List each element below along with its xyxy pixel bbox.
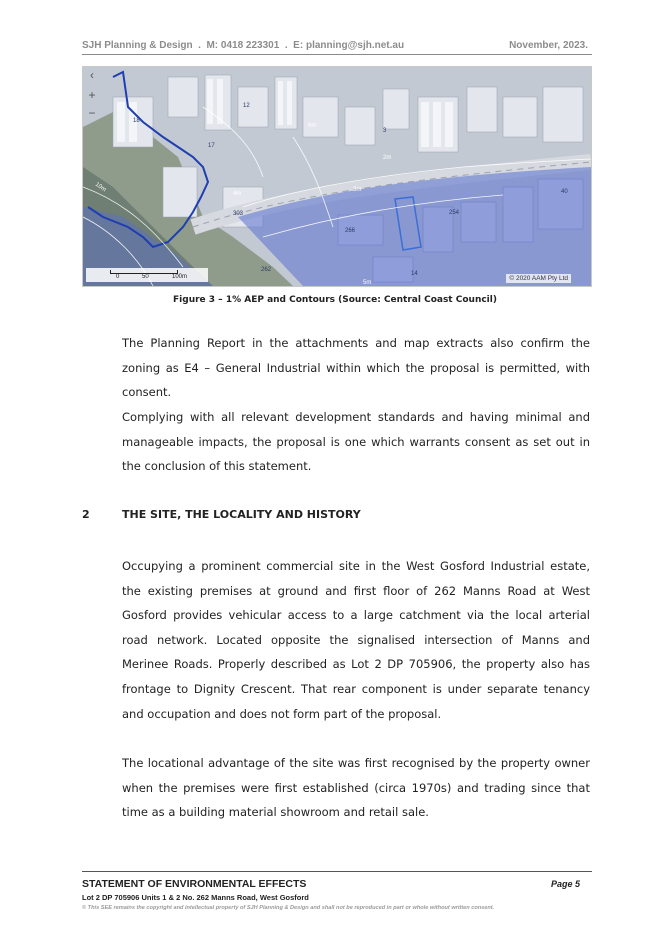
- lot-label-40: 40: [561, 189, 568, 195]
- section-title: THE SITE, THE LOCALITY AND HISTORY: [122, 508, 361, 521]
- contour-label-10m: 10m: [93, 181, 107, 194]
- header-date: November, 2023.: [509, 40, 588, 51]
- scale-bar: [86, 268, 208, 282]
- scale-label-50: 50: [142, 274, 149, 280]
- lot-label-18: 18: [133, 118, 140, 124]
- map-back-button[interactable]: ‹: [90, 68, 94, 82]
- paragraph-history: The locational advantage of the site was first recognised by the property owner when the premises were first established (circa 1970s) and trading since that time as a building material showroom and retail sale.: [122, 756, 590, 820]
- lot-label-303: 303: [233, 211, 244, 217]
- page-footer: [82, 871, 592, 911]
- lot-label-14: 14: [411, 271, 418, 277]
- paragraph-site: Occupying a prominent commercial site in the West Gosford Industrial estate, the existing premises at ground and first floor of 262 Manns Road at West Gosford provides vehicular access to a large catchment via the local arterial road network. Located opposite the signalised intersection of Manns and Merinee Roads. Properly described as Lot 2 DP 705906, the property also has frontage to Dignity Crescent. That rear component is under separate tenancy and occupation and does not form part of the proposal.: [122, 559, 590, 721]
- contour-label-4m: 4m: [233, 191, 242, 197]
- paragraph-compliance: Complying with all relevant development standards and having minimal and manageable impacts, the proposal is one which warrants consent as set out in the conclusion of this statement.: [122, 410, 590, 474]
- scale-label-0: 0: [116, 274, 120, 280]
- lot-label-12: 12: [243, 103, 250, 109]
- lot-label-262: 262: [261, 267, 272, 273]
- contour-label-5m: 5m: [363, 280, 372, 286]
- footer-copyright: © This SEE remains the copyright and intellectual property of SJH Planning & Design and shall not be reproduced in part or whole without written consent.: [82, 905, 495, 911]
- lot-label-266: 266: [345, 228, 356, 234]
- scale-label-100m: 100m: [172, 274, 188, 280]
- contour-label-2m: 2m: [383, 155, 392, 161]
- lot-label-254: 254: [449, 210, 460, 216]
- contour-label-3m: 3m: [353, 187, 362, 193]
- zoom-out-button[interactable]: −: [88, 106, 96, 120]
- paragraph-zoning: The Planning Report in the attachments and map extracts also confirm the zoning as E4 – General Industrial within which the proposal is permitted, with consent.: [122, 336, 590, 400]
- map-canvas: [83, 67, 591, 286]
- page-header: [82, 40, 592, 55]
- footer-lot-address: Lot 2 DP 705906 Units 1 & 2 No. 262 Manns Road, West Gosford: [82, 893, 309, 902]
- lot-label-17: 17: [208, 143, 215, 149]
- contour-label-6m: 6m: [308, 123, 317, 129]
- page-number: Page 5: [550, 879, 580, 889]
- map-attribution: © 2020 AAM Pty Ltd: [506, 274, 571, 283]
- section-number: 2: [82, 508, 90, 521]
- footer-title: STATEMENT OF ENVIRONMENTAL EFFECTS: [82, 878, 307, 890]
- lot-label-3: 3: [383, 128, 387, 134]
- figure-caption: Figure 3 – 1% AEP and Contours (Source: Central Coast Council): [173, 295, 497, 305]
- flood-contour-map[interactable]: [82, 66, 592, 287]
- header-contact: SJH Planning & Design . M: 0418 223301 . E: planning@sjh.net.au: [82, 40, 405, 51]
- zoom-in-button[interactable]: +: [88, 88, 96, 102]
